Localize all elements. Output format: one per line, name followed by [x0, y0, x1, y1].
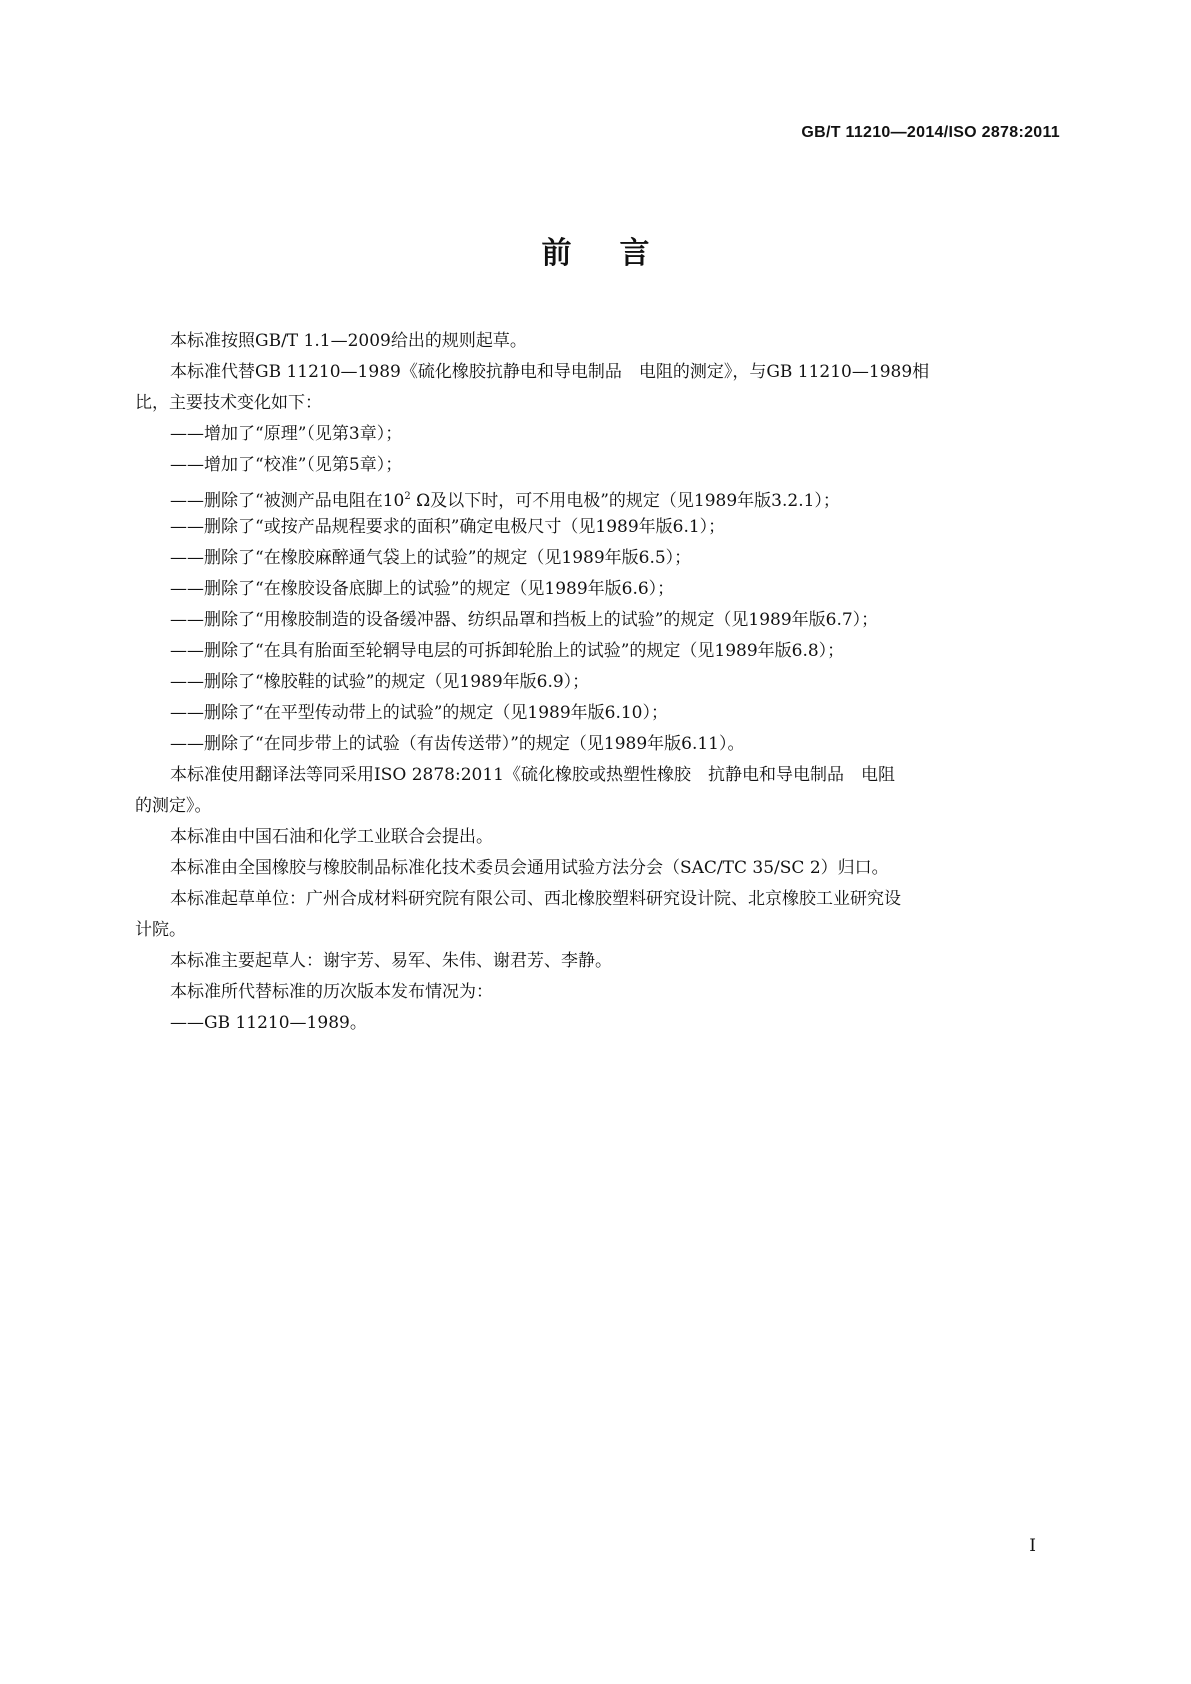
change-item: ——删除了“或按产品规程要求的面积”确定电极尺寸（见1989年版6.1）；	[170, 517, 726, 537]
paragraph-drafters: 本标准主要起草人：谢宇芳、易军、朱伟、谢君芳、李静。	[170, 951, 612, 971]
foreword-body	[135, 326, 1060, 1039]
paragraph-replaces-line2: 比，主要技术变化如下：	[135, 393, 322, 413]
change-item: ——增加了“原理”（见第3章）；	[170, 424, 403, 444]
change-item: ——删除了“橡胶鞋的试验”的规定（见1989年版6.9）；	[170, 672, 590, 692]
change-item: ——删除了“在平型传动带上的试验”的规定（见1989年版6.10）；	[170, 703, 668, 723]
previous-edition-item: ——GB 11210—1989。	[170, 1013, 367, 1033]
paragraph-drafting-units-line2: 计院。	[135, 920, 186, 940]
change-item: ——删除了“在橡胶设备底脚上的试验”的规定（见1989年版6.6）；	[170, 579, 675, 599]
change-item-text: Ω及以下时，可不用电极”的规定（见1989年版3.2.1）；	[410, 491, 840, 511]
standard-number-header: GB/T 11210—2014/ISO 2878:2011	[801, 124, 1060, 141]
page-title: 前言	[541, 236, 698, 271]
superscript-exponent: 2	[404, 491, 411, 502]
paragraph-drafting-units-line1: 本标准起草单位：广州合成材料研究院有限公司、西北橡胶塑料研究设计院、北京橡胶工业研究设	[170, 889, 901, 909]
paragraph-previous-editions: 本标准所代替标准的历次版本发布情况为：	[170, 982, 493, 1002]
change-item	[135, 481, 1060, 512]
change-item: ——增加了“校准”（见第5章）；	[170, 455, 403, 475]
paragraph-adoption-line1: 本标准使用翻译法等同采用ISO 2878:2011《硫化橡胶或热塑性橡胶 抗静电和导电制品 电阻	[170, 765, 895, 785]
paragraph-proposer: 本标准由中国石油和化学工业联合会提出。	[170, 827, 493, 847]
change-item: ——删除了“在同步带上的试验（有齿传送带）”的规定（见1989年版6.11）。	[170, 734, 745, 754]
paragraph-committee: 本标准由全国橡胶与橡胶制品标准化技术委员会通用试验方法分会（SAC/TC 35/SC 2）归口。	[170, 858, 889, 878]
change-item: ——删除了“在具有胎面至轮辋导电层的可拆卸轮胎上的试验”的规定（见1989年版6.8）；	[170, 641, 845, 661]
paragraph-replaces-line1: 本标准代替GB 11210—1989《硫化橡胶抗静电和导电制品 电阻的测定》，与GB 11210—1989相	[170, 362, 930, 382]
change-item: ——删除了“在橡胶麻醉通气袋上的试验”的规定（见1989年版6.5）；	[170, 548, 692, 568]
paragraph-adoption-line2: 的测定》。	[135, 796, 212, 816]
page-number: I	[1029, 1536, 1036, 1556]
paragraph-drafting-rules: 本标准按照GB/T 1.1—2009给出的规则起草。	[170, 331, 527, 351]
change-item: ——删除了“用橡胶制造的设备缓冲器、纺织品罩和挡板上的试验”的规定（见1989年版6.7）；	[170, 610, 879, 630]
change-item-text: ——删除了“被测产品电阻在10	[170, 491, 405, 511]
